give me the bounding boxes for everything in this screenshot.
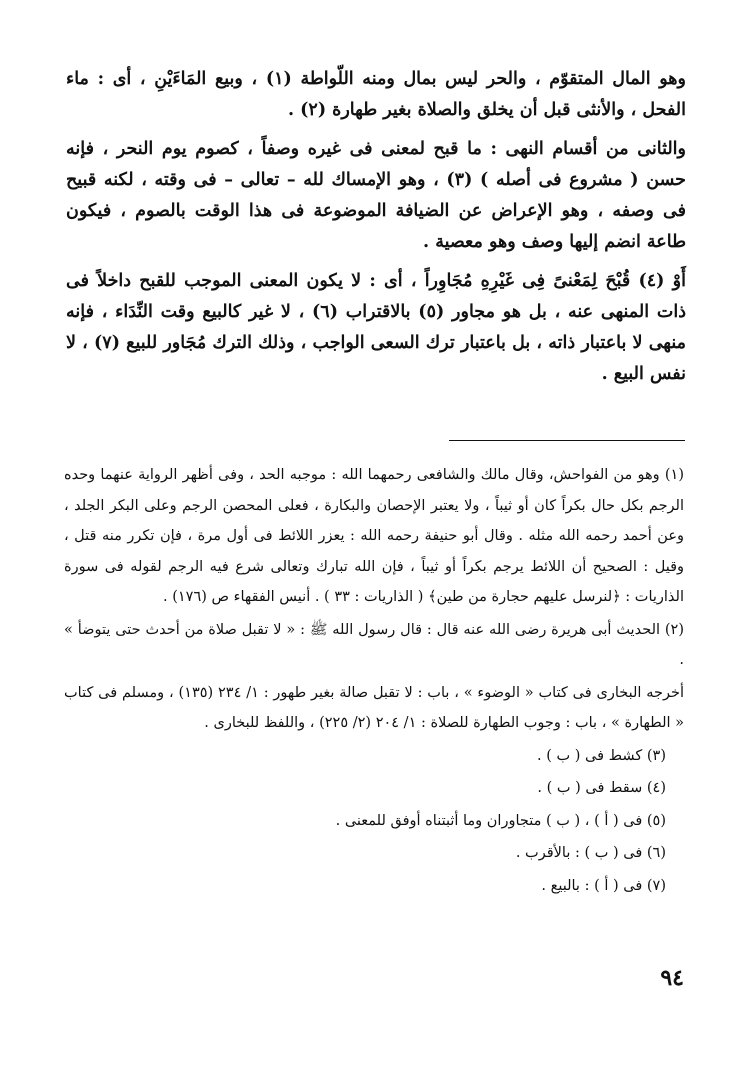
paragraph-3: أَوْ (٤) قُبْحَ لِمَعْنىً فِى غَيْرِهِ مُجَاوِراً ، أى : لا يكون المعنى الموجب للقبح داخلاً فى ذات المنهى عنه ، بل هو مجاور (٥) بالاقتراب (٦) ، لا غير كالبيع وقت النِّدَاء ، فإنه منهى لا باعتبار ذاته ، بل باعتبار ترك السعى الواجب ، وذلك الترك مُجَاور للبيع (٧) ، لا نفس البيع .: [66, 271, 686, 384]
footnote-7: (٧) فى ( أ ) : بالبيع .: [541, 877, 666, 894]
footnote-4: (٤) سقط فى ( ب ) .: [537, 780, 666, 796]
footnote-3: (٣) كشط فى ( ب ) .: [537, 747, 666, 764]
footnote-5: (٥) فى ( أ ) ، ( ب ) متجاوران وما أثبتناه أوفق للمعنى .: [335, 812, 666, 829]
paragraph-1: وهو المال المتقوّم ، والحر ليس بمال ومنه اللّواطة (١) ، وبيع المَاءَيْنِ ، أى : ماء الفحل ، والأنثى قبل أن يخلق والصلاة بغير طهارة (٢) .: [66, 69, 686, 120]
footnote-1: (١) وهو من الفواحش، وقال مالك والشافعى رحمهما الله : موجبه الحد ، وفى أظهر الرواية عنهما وحده الرجم بكل حال بكراً كان أو ثيباً ، ولا يعتبر الإحصان والبكارة ، فعلى المحصن الرجم وعلى البكر الجلد ، وعن أحمد رحمه الله مثله . وقال أبو حنيفة رحمه الله : يعزر اللائط فى أول مرة ، فإن تكرر منه قتل ، وقيل : الصحيح أن اللائط يرجم بكراً أو ثيباً ، فإن الله تبارك وتعالى شرع فيه الرجم لقوله فى سورة الذاريات : ﴿لنرسل عليهم حجارة من طين﴾ ( الذاريات : ٣٣ ) . أنيس الفقهاء ص (١٧٦) .: [64, 467, 684, 605]
paragraph-2: [66, 134, 686, 258]
main-text: [66, 64, 686, 390]
footnote-separator: [449, 440, 685, 441]
section-heading: والثانى من أقسام النهى :: [490, 139, 686, 159]
paragraph-2-body: ما قبح لمعنى فى غيره وصفاً ، كصوم يوم النحر ، فإنه حسن ( مشروع فى أصله ) (٣) ، وهو الإمساك لله – تعالى – فى وقته ، لكنه قبيح فى وصفه ، وهو الإعراض عن الضيافة الموضوعة فى هذا الوقت بالصوم ، فيكون طاعة انضم إليها وصف وهو معصية .: [66, 139, 686, 252]
page-number: ٩٤: [660, 965, 684, 991]
footnote-6: (٦) فى ( ب ) : بالأقرب .: [515, 845, 666, 861]
footnote-2-source: أخرجه البخارى فى كتاب « الوضوء » ، باب : لا تقبل صالة بغير طهور : ١/ ٢٣٤ (١٣٥) ، ومسلم فى كتاب « الطهارة » ، باب : وجوب الطهارة للصلاة : ١/ ٢٠٤ (٢/ ٢٢٥) ، واللفظ للبخارى .: [64, 684, 684, 731]
footnote-2: (٢) الحديث أبى هريرة رضى الله عنه قال : قال رسول الله ﷺ : « لا تقبل صلاة من أحدث حتى يتوضأ » .: [64, 621, 684, 668]
footnotes: [64, 458, 684, 901]
